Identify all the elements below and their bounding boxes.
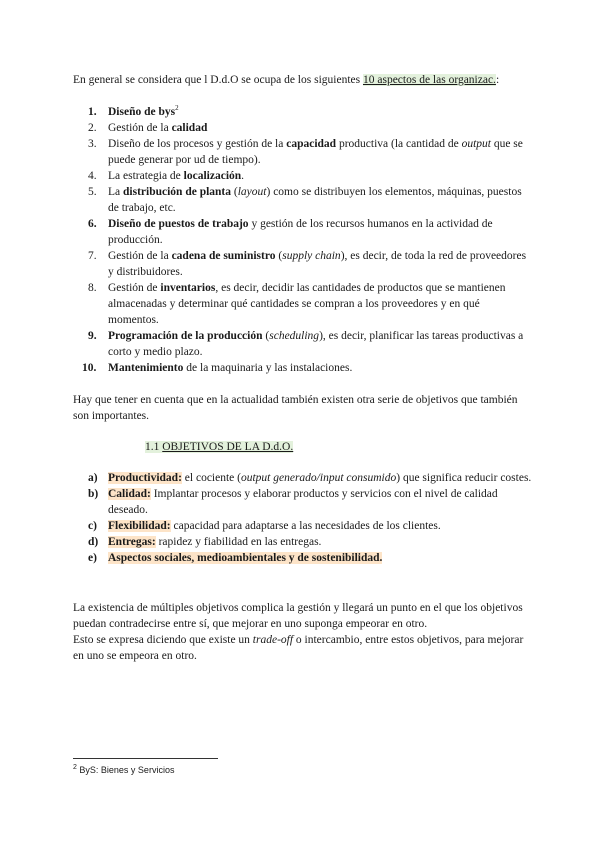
intro-text: En general se considera que l D.d.O se ocupa de los siguientes — [73, 74, 363, 86]
item-italic: output generado/input consumido — [240, 472, 397, 484]
item-text: La estrategia de — [108, 170, 184, 182]
item-text: Diseño de los procesos y gestión de la — [108, 138, 287, 150]
item-italic: layout — [237, 186, 267, 198]
item-letter: a) — [88, 472, 98, 484]
list-item — [72, 280, 532, 328]
list-item — [72, 120, 532, 136]
item-text: capacidad para adaptarse a las necesidades de los clientes. — [170, 520, 441, 532]
item-text: ( — [262, 330, 270, 342]
item-italic: scheduling — [269, 330, 320, 342]
item-bold: Diseño de bys — [108, 106, 176, 118]
footnote-text: ByS: Bienes y Servicios — [76, 765, 175, 775]
item-bold: inventarios — [160, 282, 216, 294]
item-text: Gestión de la — [108, 122, 172, 134]
list-item — [72, 518, 532, 534]
item-italic: supply chain — [282, 250, 341, 262]
item-text: ), es decir, planificar las tareas productivas a corto y medio plazo. — [108, 330, 524, 358]
item-letter: c) — [88, 520, 97, 532]
list-item — [72, 328, 532, 360]
item-text: Esto se expresa diciendo que existe un — [73, 634, 253, 646]
footnote-number: 2 — [73, 764, 77, 771]
item-number: 3. — [88, 138, 97, 150]
objectives-intro-paragraph: Hay que tener en cuenta que en la actualidad también existen otra serie de objetivos que también son importantes. — [73, 394, 518, 422]
item-bold: cadena de suministro — [171, 250, 276, 262]
list-item — [72, 168, 532, 184]
list-item — [72, 136, 532, 168]
section-heading — [145, 439, 293, 455]
list-item — [72, 360, 532, 376]
footnote-separator — [73, 758, 218, 759]
objective-label: Productividad: — [108, 472, 182, 484]
item-bold: capacidad — [286, 138, 337, 150]
item-text: de la maquinaria y las instalaciones. — [183, 362, 353, 374]
item-text: el cociente ( — [181, 472, 241, 484]
list-item — [72, 534, 532, 550]
item-number: 10. — [82, 362, 97, 374]
item-number: 9. — [88, 330, 97, 342]
footnote-ref: 2 — [175, 104, 179, 113]
item-number: 7. — [88, 250, 97, 262]
objective-label: Aspectos sociales, medioambientales y de sostenibilidad. — [108, 552, 383, 564]
intro-highlight: 10 aspectos de las organizac. — [362, 74, 496, 86]
item-number: 8. — [88, 282, 97, 294]
item-text: y gestión de los recursos humanos en la actividad de producción. — [108, 218, 493, 246]
item-letter: d) — [88, 536, 99, 548]
item-bold: Mantenimiento — [108, 362, 184, 374]
section-number: 1.1 — [145, 441, 163, 453]
item-number: 1. — [88, 106, 97, 118]
objective-label: Flexibilidad: — [108, 520, 171, 532]
item-bold: Diseño de puestos de trabajo — [108, 218, 249, 230]
item-text: productiva (la cantidad de — [336, 138, 462, 150]
aspects-list — [72, 104, 532, 376]
item-bold: distribución de planta — [123, 186, 232, 198]
footnote — [73, 764, 174, 776]
list-item — [72, 248, 532, 280]
objective-label: Entregas: — [108, 536, 156, 548]
list-item — [72, 216, 532, 248]
item-text: ), es decir, de toda la red de proveedores y distribuidores. — [108, 250, 527, 278]
item-text: que se puede generar por ud de tiempo). — [108, 138, 523, 166]
item-bold: Programación de la producción — [108, 330, 263, 342]
item-text: ) como se distribuyen los elementos, máquinas, puestos de trabajo, etc. — [108, 186, 522, 214]
item-text: o intercambio, entre estos objetivos, para mejorar en uno se empeora en otro. — [73, 634, 524, 662]
item-text: . — [241, 170, 245, 182]
item-text: ( — [231, 186, 238, 198]
item-text: Gestión de — [108, 282, 161, 294]
objective-label: Calidad: — [108, 488, 151, 500]
section-title: OBJETIVOS DE LA D.d.O. — [162, 441, 294, 453]
item-text: ( — [275, 250, 283, 262]
intro-end: : — [495, 74, 500, 86]
item-text: La — [108, 186, 124, 198]
item-letter: e) — [88, 552, 97, 564]
item-letter: b) — [88, 488, 99, 500]
item-number: 2. — [88, 122, 97, 134]
item-bold: localización — [183, 170, 242, 182]
item-text: Gestión de la — [108, 250, 172, 262]
item-text: Implantar procesos y elaborar productos y servicios con el nivel de calidad deseado. — [108, 488, 498, 516]
item-number: 6. — [88, 218, 97, 230]
objectives-list — [72, 470, 532, 566]
item-text: rapidez y fiabilidad en las entregas. — [155, 536, 322, 548]
list-item — [72, 550, 532, 566]
item-bold: calidad — [171, 122, 208, 134]
list-item — [72, 470, 532, 486]
tradeoff-line-2 — [73, 632, 533, 664]
tradeoff-paragraph — [73, 600, 533, 664]
list-item — [72, 486, 532, 518]
item-italic: output — [461, 138, 491, 150]
tradeoff-line-1: La existencia de múltiples objetivos complica la gestión y llegará un punto en el que los objetivos puedan contradecirse entre sí, que mejorar en uno suponga empeorar en otro. — [73, 602, 523, 630]
intro-paragraph — [73, 72, 543, 88]
item-number: 4. — [88, 170, 97, 182]
item-number: 5. — [88, 186, 97, 198]
item-italic: trade-off — [252, 634, 294, 646]
item-text: , es decir, decidir las cantidades de productos que se mantienen almacenadas y determinar qué cantidades se compran a los proveedores y en qué momentos. — [108, 282, 506, 326]
list-item — [72, 184, 532, 216]
item-text: ) que significa reducir costes. — [396, 472, 532, 484]
list-item — [72, 104, 532, 120]
